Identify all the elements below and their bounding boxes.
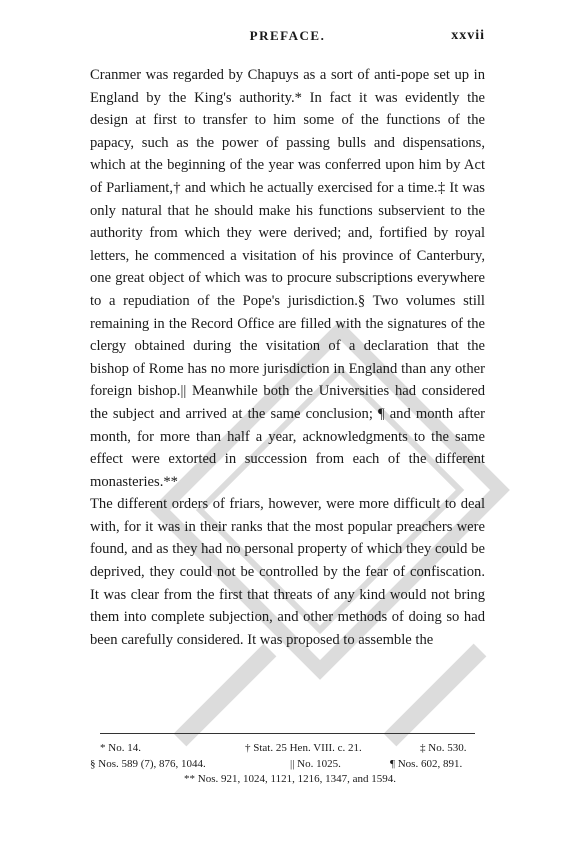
footnote-row: [90, 741, 490, 757]
footnote: † Stat. 25 Hen. VIII. c. 21.: [245, 742, 362, 754]
footnote: § Nos. 589 (7), 876, 1044.: [90, 757, 206, 770]
footnote: || No. 1025.: [290, 757, 341, 770]
page-number: xxvii: [451, 28, 485, 43]
footnote: * No. 14.: [100, 742, 141, 754]
footnote: ¶ Nos. 602, 891.: [390, 757, 463, 770]
running-header: [90, 28, 485, 48]
footnote-row: [90, 757, 490, 773]
paragraph: Cranmer was regarded by Chapuys as a sort of anti-pope set up in England by the King's authority.* In fact it was evidently the design at first to transfer to him some of the functions of the papacy, such as the power of passing bulls and dispensations, which at the beginning of the year was conferred upon him by Act of Parliament,† and which he actually exercised for a time.‡ It was only natural that he should make his functions subservient to the authority from which they were derived; and, fortified by royal letters, he commenced a visitation of his province of Canterbury, one great object of which was to procure subscriptions everywhere to a repudiation of the Pope's jurisdiction.§ Two volumes still remaining in the Record Office are filled with the signatures of the clergy obtained during the visitation of a declaration that the bishop of Rome has no more jurisdiction in England than any other foreign bishop.|| Meanwhile both the Universities had considered the subject and arrived at the same conclusion; ¶ and month after month, for more than half a year, acknowledgments to the same effect were extorted in succession from each of the different monasteries.**: [90, 67, 485, 490]
footnote-row: [90, 772, 490, 788]
body-text: [90, 64, 485, 651]
footnotes: [90, 741, 490, 788]
running-title: PREFACE.: [249, 28, 326, 43]
footnote: ** Nos. 921, 1024, 1121, 1216, 1347, and 1594.: [184, 773, 396, 785]
footnote: ‡ No. 530.: [420, 742, 467, 754]
paragraph: The different orders of friars, however, were more difficult to deal with, for it was in their ranks that the most popular preachers were found, and as they had no personal property of which they could be deprived, they could not be controlled by the fear of confiscation. It was clear from the first that threats of any kind would not bring them into complete subjection, and other methods of doing so had been carefully considered. It was proposed to assemble the: [90, 496, 485, 648]
footnote-divider: [100, 733, 475, 734]
